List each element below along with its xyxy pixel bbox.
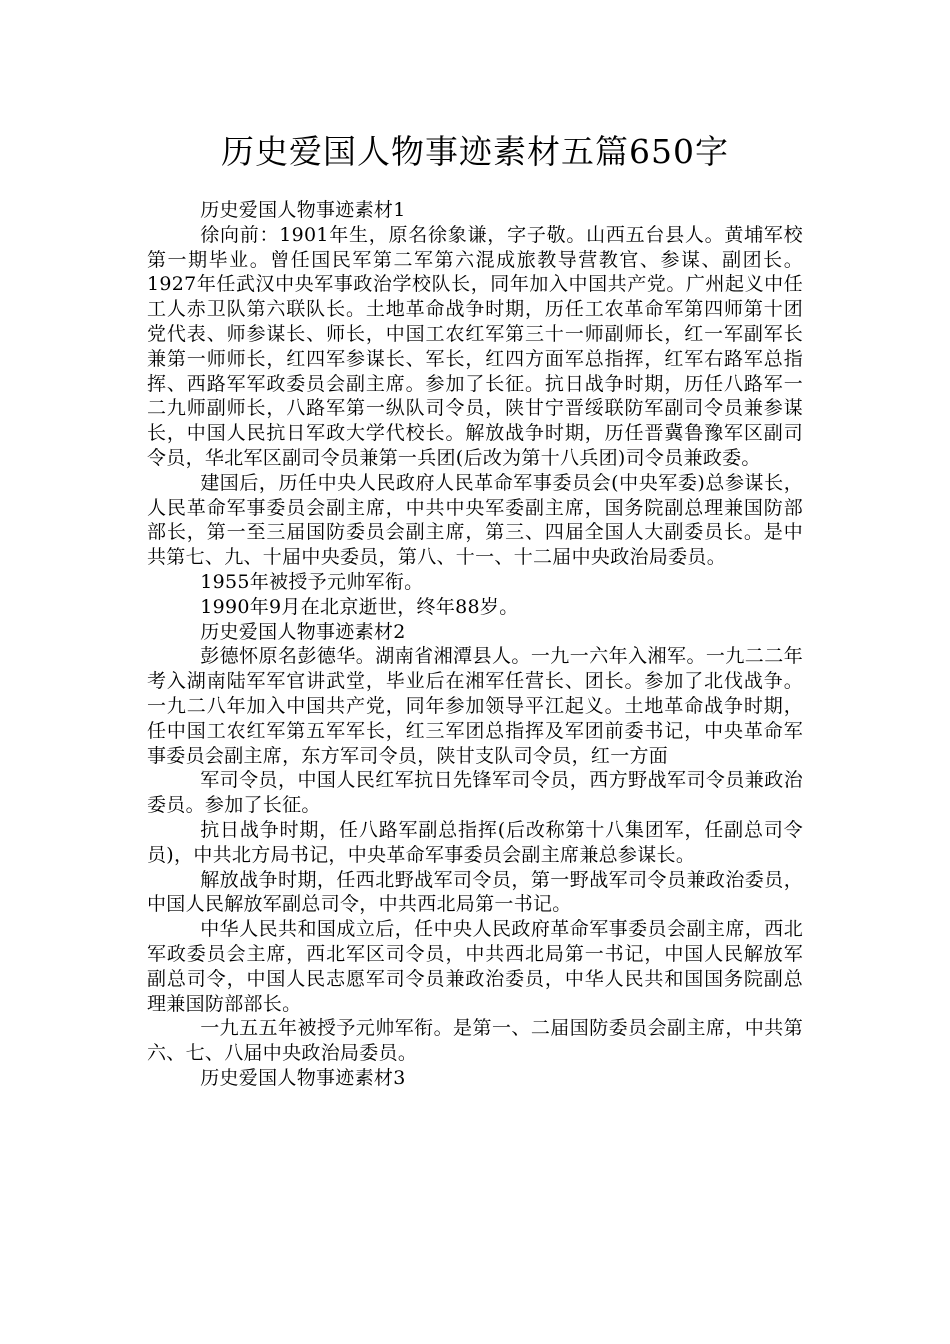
section-heading-1: 历史爱国人物事迹素材1 [200, 199, 406, 221]
paragraph: 建国后，历任中央人民政府人民革命军事委员会(中央军委)总参谋长，人民革命军事委员会副主席，中共中央军委副主席，国务院副总理兼国防部部长，第一至三届国防委员会副主席，第三、四届全国人大副委员长。是中共第七、九、十届中央委员，第八、十一、十二届中央政治局委员。 [147, 471, 803, 569]
paragraph: 解放战争时期，任西北野战军司令员，第一野战军司令员兼政治委员，中国人民解放军副总司令，中共西北局第一书记。 [147, 868, 803, 916]
paragraph: 1990年9月在北京逝世，终年88岁。 [200, 595, 519, 618]
section-heading-3: 历史爱国人物事迹素材3 [200, 1066, 406, 1089]
paragraph: 徐向前：1901年生，原名徐象谦，字子敬。山西五台县人。黄埔军校第一期毕业。曾任国民军第二军第六混成旅教导营教官、参谋、副团长。1927年任武汉中央军事政治学校队长，同年加入中国共产党。广州起义中任工人赤卫队第六联队长。土地革命战争时期，历任工农革命军第四师第十团党代表、师参谋长、师长，中国工农红军第三十一师副师长，红一军副军长兼第一师师长，红四军参谋长、军长，红四方面军总指挥，红军右路军总指挥、西路军军政委员会副主席。参加了长征。抗日战争时期，历任八路军一二九师副师长，八路军第一纵队司令员，陕甘宁晋绥联防军副司令员兼参谋长，中国人民抗日军政大学代校长。解放战争时期，历任晋冀鲁豫军区副司令员，华北军区副司令员兼第一兵团(后改为第十八兵团)司令员兼政委。 [147, 223, 803, 469]
paragraph: 抗日战争时期，任八路军副总指挥(后改称第十八集团军，任副总司令员)，中共北方局书记，中央革命军事委员会副主席兼总参谋长。 [147, 818, 803, 866]
document-page [147, 128, 803, 1091]
paragraph: 彭德怀原名彭德华。湖南省湘潭县人。一九一六年入湘军。一九二二年考入湖南陆军军官讲武堂，毕业后在湘军任营长、团长。参加了北伐战争。一九二八年加入中国共产党，同年参加领导平江起义。土地革命战争时期，任中国工农红军第五军军长，红三军团总指挥及军团前委书记，中央革命军事委员会副主席，东方军司令员，陕甘支队司令员，红一方面 [147, 645, 803, 767]
document-title: 历史爱国人物事迹素材五篇650字 [221, 132, 729, 171]
paragraph: 军司令员，中国人民红军抗日先锋军司令员，西方野战军司令员兼政治委员。参加了长征。 [147, 769, 803, 817]
paragraph: 中华人民共和国成立后，任中央人民政府革命军事委员会副主席，西北军政委员会主席，西北军区司令员，中共西北局第一书记，中国人民解放军副总司令，中国人民志愿军司令员兼政治委员，中华人民共和国国务院副总理兼国防部部长。 [147, 918, 803, 1015]
paragraph: 1955年被授予元帅军衔。 [200, 570, 424, 593]
section-heading-2: 历史爱国人物事迹素材2 [200, 620, 406, 643]
paragraph: 一九五五年被授予元帅军衔。是第一、二届国防委员会副主席，中共第六、七、八届中央政治局委员。 [147, 1017, 803, 1065]
